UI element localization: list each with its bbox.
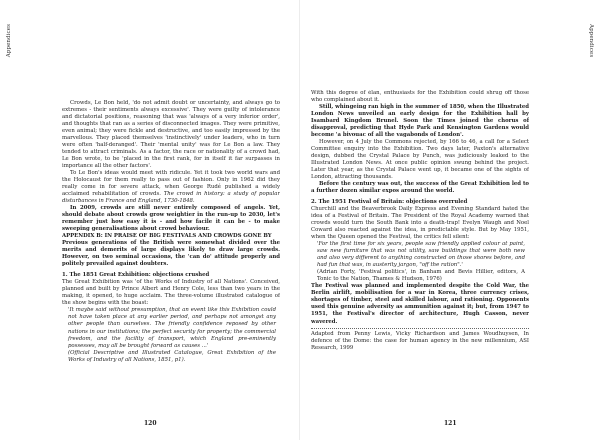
rude-book-title: The crowd in history: a study of popular disturbances in France and England, 1730-1848.	[62, 191, 280, 205]
elan-paragraph: With this degree of élan, enthusiasts for the Exhibition could shrug off those who complained about it.	[311, 90, 529, 104]
appendix-b-heading: APPENDIX B: IN PRAISE OF BIG FESTIVALS AND CROWDS GONE BY	[62, 233, 272, 240]
running-head-left: Appendices	[6, 24, 12, 58]
rude-paragraph	[62, 170, 280, 205]
dozen-expos-paragraph: Before the century was out, the success of the Great Exhibition led to a further dozen similar expos around the world.	[311, 181, 529, 195]
commons-paragraph: However, on 4 July the Commons rejected, by 166 to 46, a call for a Select Committee enquiry into the Exhibition. Two days later, Paxton's alternative design, dubbed the Crystal Palace by Punch, was judiciously leaked to the Illustrated London News. At once public opinion swung behind the project. Later that year, as the Crystal Palace went up, it became one of the sights of London, attracting thousands.	[311, 139, 529, 181]
section-1-title: 1. The 1851 Great Exhibition: objections crushed	[62, 272, 210, 279]
forty-quote: 'For the first time for six years, people saw friendly applied colour at paint, saw new furniture that was not utility, saw buildings that were both new and also very different to anything constructed on those shores before, and had fun that was, in austerity jargon, "off the ration".'	[317, 241, 525, 269]
forty-citation: (Adrian Forty, 'Festival politics', in Banham and Bevis Hillier, editors, A Tonic to the Nation, Thames & Hudson, 1976)	[317, 269, 525, 283]
appendix-b-intro: Previous generations of the British were somewhat divided over the merits and demerits of large displays likely to draw large crowds. However, on two seminal occasions, the 'can do' attitude properly and politely prevailed against doubters.	[62, 240, 280, 268]
source-divider	[311, 328, 529, 329]
page-left-body	[62, 100, 280, 364]
rude-text: To Le Bon's ideas would meet with ridicule. Yet it took two world wars and the Holocaust for them really to pass out of fashion. Only in 1962 did they really come in for severe attack, when George Rudé published a widely acclaimed rehabilitation of crowds.	[62, 170, 280, 198]
source-note: Adapted from Penny Lewis, Vicky Richardson and James Woudhuysen, In defence of the Dome: the case for human agency in the new millennium, ASI Research, 1999	[311, 330, 529, 351]
intro-paragraph: Crowds, Le Bon held, 'do not admit doubt or uncertainty, and always go to extremes - their sentiments always excessive'. They were guilty of intolerance and dictatorial positions, reasoning that was 'always of a very inferior order', and thoughts that ran as a series of disconnected images. They were primitive, even animal; they were fickle and destructive, and too easily impressed by the marvellous. They placed themselves 'instinctively' under leaders, who in turn were often 'half-deranged'. Their 'mental unity' was for Le Bon a law. They tended to attract criminals. As a factor, the race or nationality of a crowd had, Le Bon wrote, to be 'placed in the first rank, for in itself it far surpasses in importance all the other factors'.	[62, 100, 280, 170]
crowds-2009-paragraph: In 2009, crowds are still never entirely composed of angels. Yet, should debate about crowds grow weightier in the run-up to 2030, let's remember just how easy it is - and how facile it can be - to make sweeping generalisations about crowd behaviour.	[62, 205, 280, 233]
catalogue-quote: 'It maybe said without presumption, that an event like this Exhibition could not have taken place at any earlier period, and perhaps not amongst any other people than ourselves. The friendly confidence reposed by other nations in our institutions; the perfect security for property; the commercial freedom, and the facility of transport, which England pre-eminently possesses, may all be brought forward as causes ...'	[68, 307, 276, 349]
gutter	[299, 0, 300, 440]
page-number-left: 120	[144, 420, 157, 427]
festival-paragraph: The Festival was planned and implemented despite the Cold War, the Berlin airlift, mobilisation for a war in Korea, three currency crises, shortages of timber, steel and skilled labour, and rationing. Opponents used this genuine adversity as ammunition against it; but, from 1947 to 1951, the Festival's director of architecture, Hugh Casson, never wavered.	[311, 283, 529, 325]
page-right-body	[311, 90, 529, 352]
whingeing-paragraph: Still, whingeing ran high in the summer of 1850, when the Illustrated London News unveiled an early design for the Exhibition hall by Isambard Kingdom Brunel. Soon the Times joined the chorus of disapproval, predicting that Hyde Park and Kensington Gardens would become 'a bivouac of all the vagabonds of London'.	[311, 104, 529, 139]
section-2-paragraph: Churchill and the Beaverbrook Daily Express and Evening Standard hated the idea of a Festival of Britain. The President of the Royal Academy warned that crowds would turn the South Bank into a death-trap! Evelyn Waugh and Noel Coward also reacted against the idea, in predictable style. But by May 1951, when the Queen opened the Festival, the critics fell silent:	[311, 206, 529, 241]
section-2-title: 2. The 1951 Festival of Britain: objections overruled	[311, 199, 468, 206]
section-1-paragraph: The Great Exhibition was 'of the Works of Industry of all Nations'. Conceived, planned and built by Prince Albert and Henry Cole, less than two years in the making, it opened, to huge acclaim. The three-volume illustrated catalogue of the show begins with the boast:	[62, 279, 280, 307]
catalogue-citation: (Official Descriptive and Illustrated Catalogue, Great Exhibition of the Works of Industry of all Nations, 1851, p1).	[68, 349, 276, 363]
page-number-right: 121	[444, 420, 457, 427]
running-head-right: Appendices	[588, 24, 594, 58]
page-right	[311, 90, 529, 420]
page-left	[62, 100, 280, 430]
